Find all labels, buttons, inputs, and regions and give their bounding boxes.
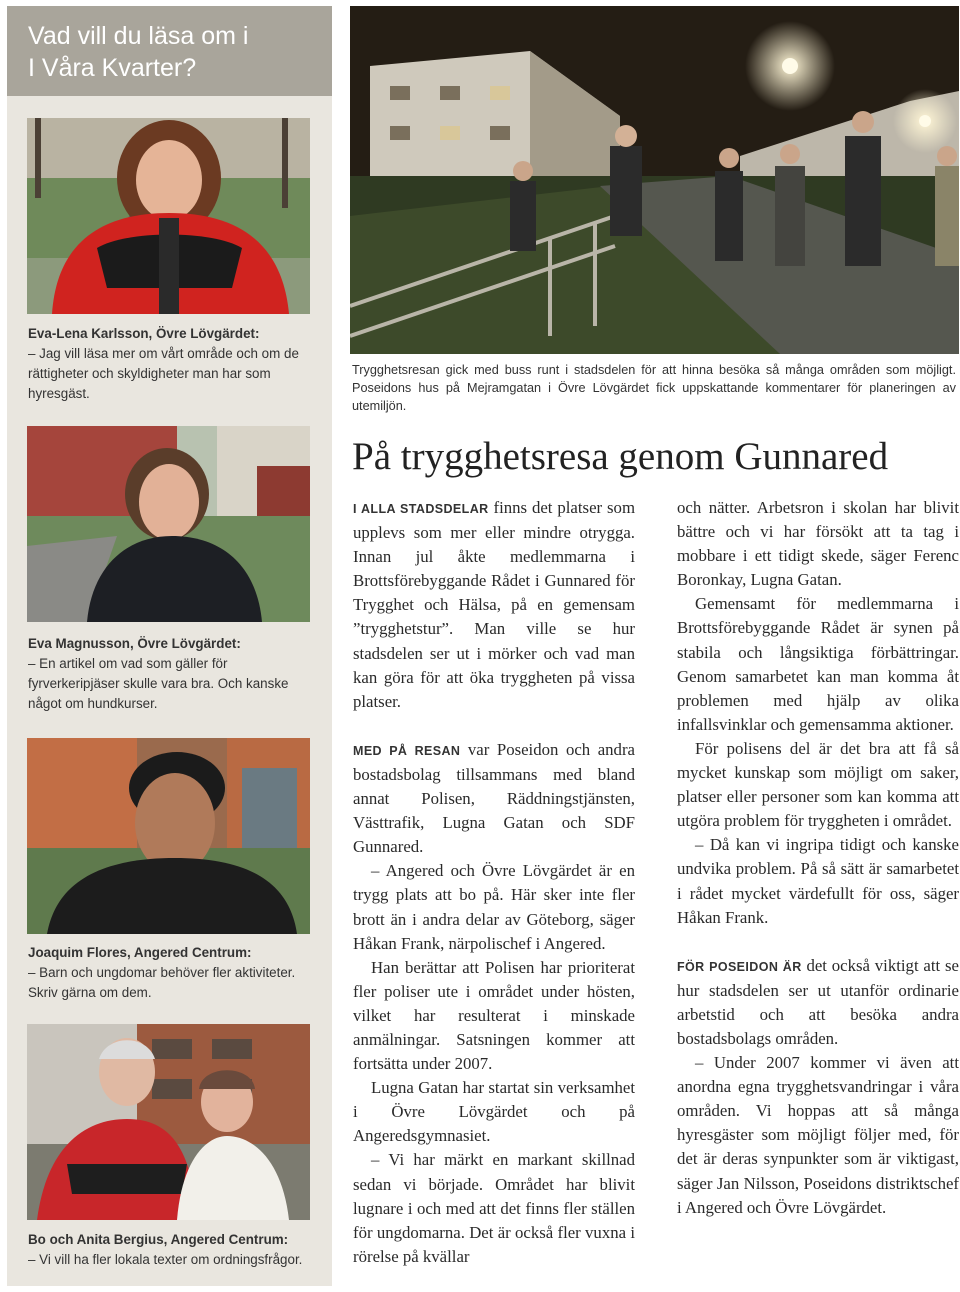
sidebar-header [7,6,332,96]
lead-in: I ALLA STADSDELAR [353,502,489,516]
sidebar-panel [7,6,332,1286]
portrait-photo-eva [27,426,310,622]
article-paragraph: Lugna Gatan har startat sin verksamhet i Övre Lövgärdet och på Angeredsgymnasiet. [353,1078,635,1146]
photo-caption: Trygghetsresan gick med buss runt i stadsdelen för att hinna besöka så många områden som möjligt. Poseidons hus på Mejramgatan i Övre Lövgärdet fick uppskattande kommentarer för planeringen av utemiljön. [352,363,956,413]
article-paragraph: och nätter. Arbetsron i skolan har blivit bättre och vi har försökt att ta tag i mobbare i ett tidigt skede, säger Ferenc Boronkay, Lugna Gatan. [677,498,959,590]
article-paragraph: – Vi har märkt en markant skillnad sedan vi började. Området har blivit lugnare i och med att det finns fler ställen för ungdomarna. Det är också fler vuxna i rörelse på kvällar [353,1150,635,1266]
article-paragraph: MED PÅ RESAN var Poseidon och andra bostadsbolag tillsammans med bland annat Polisen, Räddningstjänsten, Västtrafik, Lugna Gatan och SDF Gunnared. [353,739,635,857]
portrait-photo-joaquim [27,738,310,934]
article-column-2 [677,496,959,1220]
lead-in: FÖR POSEIDON ÄR [677,959,802,974]
portrait-photo-eva-lena [27,118,310,314]
quote-name: Joaquim Flores, Angered Centrum: [28,945,252,960]
quote-text: – En artikel om vad som gäller för fyrverkeripjäser skulle vara bra. Och kanske något om hundkurser. [28,656,289,711]
quote-name: Eva Magnusson, Övre Lövgärdet: [28,636,241,651]
article-paragraph: – Angered och Övre Lövgärdet är en trygg plats att bo på. Här sker inte fler brott än i andra delar av Göteborg, säger Håkan Frank, närpolischef i Angered. [353,861,635,953]
quote-text: – Vi vill ha fler lokala texter om ordningsfrågor. [28,1252,303,1267]
quote-eva-lena [28,324,316,404]
portrait-photo-bergius [27,1024,310,1220]
article-paragraph: – Under 2007 kommer vi även att anordna egna trygghetsvandringar i våra områden. Vi hoppas att så många hyresgäster som möjligt följer med, för det är deras synpunkter som är viktigast, säger Jan Nilsson, Poseidons distriktschef i Angered och Övre Lövgärdet. [677,1053,959,1217]
quote-name: Bo och Anita Bergius, Angered Centrum: [28,1232,289,1247]
article-paragraph: Gemensamt för medlemmarna i Brottsförebyggande Rådet är synen på stabila och långsiktiga förbättringar. Genom samarbetet kan man komma åt problemen med hjälp av olika infallsvinklar och gemensamma aktioner. [677,594,959,734]
quote-text: – Barn och ungdomar behöver fler aktiviteter. Skriv gärna om dem. [28,965,296,1000]
article-paragraph: – Då kan vi ingripa tidigt och kanske undvika problem. På så sätt är samarbetet i rådet mycket värdefullt för oss, säger Håkan Frank. [677,835,959,927]
article-paragraph: Han berättar att Polisen har prioriterat fler poliser ute i området under hösten, vilket har resulterat i minskade anmälningar. Satsningen kommer att fortsätta under 2007. [353,957,635,1074]
article-paragraph: I ALLA STADSDELAR finns det platser som upplevs som mer eller mindre otrygga. Innan jul åkte medlemmarna i Brottsförebyggande Rådet i Gunnared för Trygghet och Hälsa, på en gemensam ”trygghetstur”. Man ville se hur stadsdelen ser ut i mörker och vad man kan göra för att öka tryggheten på vissa platser. [353,498,635,711]
article-headline: På trygghetsresa genom Gunnared [352,435,889,478]
quote-name: Eva-Lena Karlsson, Övre Lövgärdet: [28,326,260,341]
article-paragraph: För polisens del är det bra att få så mycket kunskap som möjligt om saker, platser eller personer som kan komma att utgöra problem för tryggheten i området. [677,738,959,831]
article-paragraph: FÖR POSEIDON ÄR det också viktigt att se hur stadsdelen ser ut utanför ordinarie arbetstid och att besöka andra bostadsbolags områden. [677,955,959,1048]
quote-text: – Jag vill läsa mer om vårt område och om de rättigheter och skyldigheter man har som hyresgäst. [28,346,299,401]
quote-bergius [28,1230,316,1270]
quote-eva-magnusson [28,634,316,714]
lead-in: MED PÅ RESAN [353,743,461,758]
main-photo-night-walk [350,6,959,354]
article-column-1 [353,496,635,1269]
sidebar-title: Vad vill du läsa om i I Våra Kvarter? [28,22,249,82]
quote-joaquim [28,943,316,1003]
